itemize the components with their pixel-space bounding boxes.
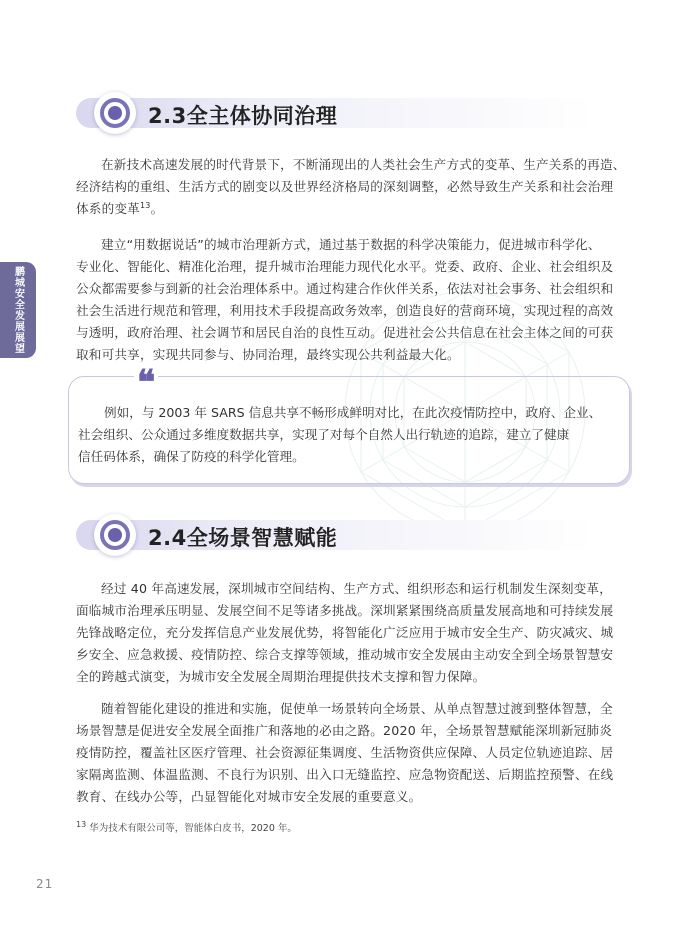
quote-text bbox=[78, 402, 618, 468]
footnote-reference: 13 bbox=[139, 200, 151, 210]
text-line: 家隔离监测、体温监测、不良行为识别、出入口无缝监控、应急物资配送、后期监控预警、在线 bbox=[76, 767, 614, 782]
text-line: 社会组织、公众通过多维度数据共享，实现了对每个自然人出行轨迹的追踪，建立了健康 bbox=[78, 427, 570, 442]
section-heading-2-3 bbox=[76, 92, 596, 136]
text-line: 取和可共享，实现共同参与、协同治理，最终实现公共利益最大化。 bbox=[76, 347, 460, 362]
text-line: 信任码体系，确保了防疫的科学化管理。 bbox=[78, 449, 305, 464]
heading-circle-icon bbox=[94, 514, 136, 556]
side-tab-label: 鹏城安全发展展望 bbox=[12, 266, 24, 354]
paragraph-2-4-2 bbox=[76, 698, 616, 808]
text-line: 体系的变革$^{13}$。 bbox=[76, 200, 164, 216]
paragraph-2-4-1 bbox=[76, 578, 616, 688]
side-section-tab bbox=[0, 262, 36, 358]
text-line: 先锋战略定位，充分发挥信息产业发展优势，将智能化广泛应用于城市安全生产、防灾减灾、城 bbox=[76, 625, 614, 640]
quote-mark-icon: ❝ bbox=[134, 368, 158, 398]
text-line: 与透明，政府治理、社会调节和居民自治的良性互动。促进社会公共信息在社会主体之间的可获 bbox=[76, 325, 614, 340]
text-line: 例如，与 2003 年 SARS 信息共享不畅形成鲜明对比，在此次疫情防控中，政府、企业、 bbox=[104, 405, 602, 420]
heading-circle-icon bbox=[94, 92, 136, 134]
section-heading-2-4 bbox=[76, 514, 596, 558]
text-line: 面临城市治理承压明显、发展空间不足等诸多挑战。深圳紧紧围绕高质量发展高地和可持续发展 bbox=[76, 603, 614, 618]
section-title: 2.4全场景智慧赋能 bbox=[148, 526, 338, 550]
text-line: 经过 40 年高速发展，深圳城市空间结构、生产方式、组织形态和运行机制发生深刻变革， bbox=[101, 581, 612, 596]
page-number: 21 bbox=[36, 877, 54, 891]
text-line: 教育、在线办公等，凸显智能化对城市安全发展的重要意义。 bbox=[76, 789, 422, 804]
text-line: 全的跨越式演变，为城市安全发展全周期治理提供技术支撑和智力保障。 bbox=[76, 669, 486, 684]
text-line: 专业化、智能化、精准化治理，提升城市治理能力现代化水平。党委、政府、企业、社会组织及 bbox=[76, 259, 614, 274]
footnote-number: 13 bbox=[76, 819, 87, 829]
text-line: 经济结构的重组、生活方式的剧变以及世界经济格局的深刻调整，必然导致生产关系和社会治理 bbox=[76, 179, 614, 194]
text-line: 随着智能化建设的推进和实施，促使单一场景转向全场景、从单点智慧过渡到整体智慧，全 bbox=[101, 701, 613, 716]
text-line: 建立“用数据说话”的城市治理新方式，通过基于数据的科学决策能力，促进城市科学化、 bbox=[101, 237, 601, 252]
text-line: 场景智慧是促进安全发展全面推广和落地的必由之路。2020 年，全场景智慧赋能深圳新冠肺炎 bbox=[76, 723, 613, 738]
text-line: 在新技术高速发展的时代背景下，不断涌现出的人类社会生产方式的变革、生产关系的再造、 bbox=[101, 157, 626, 172]
text-line: 乡安全、应急救援、疫情防控、综合支撑等领域，推动城市安全发展由主动安全到全场景智慧安 bbox=[76, 647, 614, 662]
footnote-text: 华为技术有限公司等，智能体白皮书，2020 年。 bbox=[89, 823, 297, 834]
section-title: 2.3全主体协同治理 bbox=[148, 104, 338, 128]
footnote bbox=[76, 820, 297, 834]
text-line: 公众都需要参与到新的社会治理体系中。通过构建合作伙伴关系，依法对社会事务、社会组织和 bbox=[76, 281, 614, 296]
paragraph-2-3-1 bbox=[76, 154, 626, 220]
text-line: 社会生活进行规范和管理，利用技术手段提高政务效率，创造良好的营商环境，实现过程的高效 bbox=[76, 303, 614, 318]
paragraph-2-3-2 bbox=[76, 234, 616, 366]
text-line: 疫情防控，覆盖社区医疗管理、社会资源征集调度、生活物资供应保障、人员定位轨迹追踪、居 bbox=[76, 745, 614, 760]
